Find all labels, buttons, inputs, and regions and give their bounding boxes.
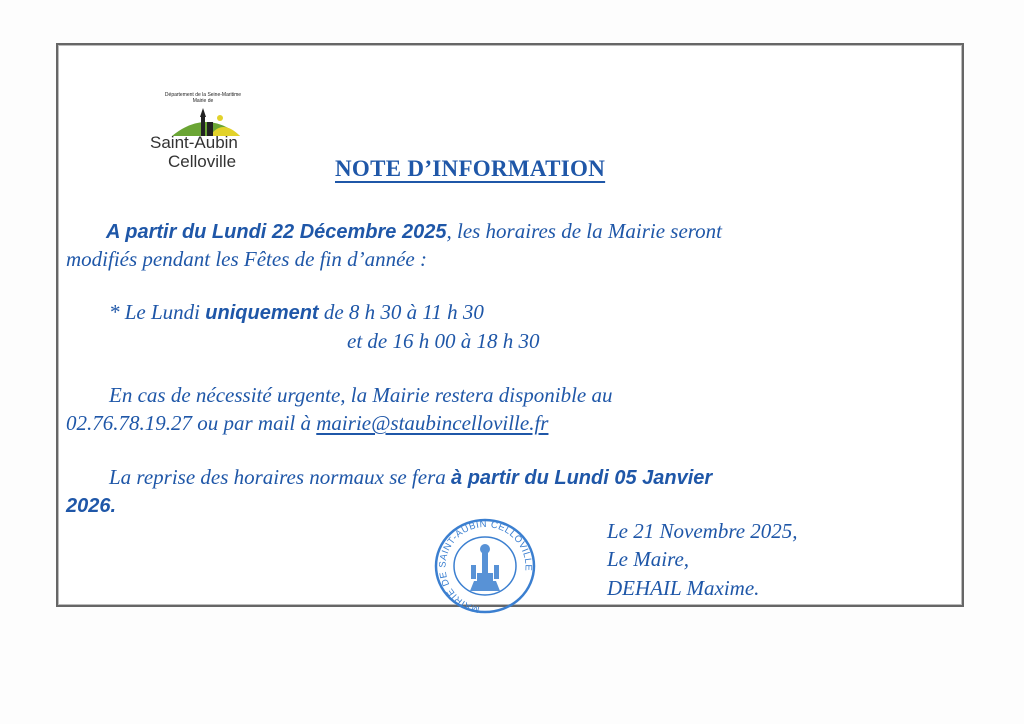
para2-line2	[66, 410, 548, 436]
para1-rest: , les horaires de la Mairie seront	[446, 219, 722, 243]
para3-bold: à partir du Lundi 05 Janvier	[451, 467, 713, 489]
signature-role: Le Maire,	[607, 547, 690, 571]
para3-line2	[66, 492, 116, 519]
para1-bold-date: A partir du Lundi 22 Décembre 2025	[106, 221, 447, 243]
logo-town-line2: Celloville	[168, 152, 237, 171]
para2-line1: En cas de nécessité urgente, la Mairie restera disponible au	[109, 383, 613, 407]
hours-bold: uniquement	[205, 302, 319, 324]
signature-name: DEHAIL Maxime.	[607, 576, 760, 600]
municipality-logo	[148, 92, 260, 182]
hours-line2: et de 16 h 00 à 18 h 30	[347, 329, 540, 353]
para1-line2: modifiés pendant les Fêtes de fin d’année :	[66, 247, 427, 271]
signature-date: Le 21 Novembre 2025,	[607, 519, 798, 543]
logo-town-line1: Saint-Aubin	[150, 133, 238, 152]
hours-prefix: * Le Lundi	[109, 300, 206, 324]
official-stamp-icon	[430, 515, 540, 617]
phone-text: 02.76.78.19.27 ou par mail à	[66, 411, 317, 435]
para3-bold-year: 2026.	[66, 495, 117, 517]
page-title: NOTE D’INFORMATION	[335, 156, 606, 181]
email-link[interactable]: mairie@staubincelloville.fr	[316, 411, 549, 435]
logo-mairie-text: Mairie de	[192, 98, 214, 104]
hours-slot1: de 8 h 30 à 11 h 30	[318, 300, 484, 324]
para1-line1	[106, 218, 722, 245]
para3-prefix: La reprise des horaires normaux se fera	[109, 465, 452, 489]
stamp-text: MAIRIE DE SAINT-AUBIN CELLOVILLE	[437, 518, 534, 615]
logo-department-text: Département de la Seine-Maritime	[164, 92, 242, 98]
para3-line1	[109, 464, 712, 491]
hours-line1	[109, 299, 484, 326]
